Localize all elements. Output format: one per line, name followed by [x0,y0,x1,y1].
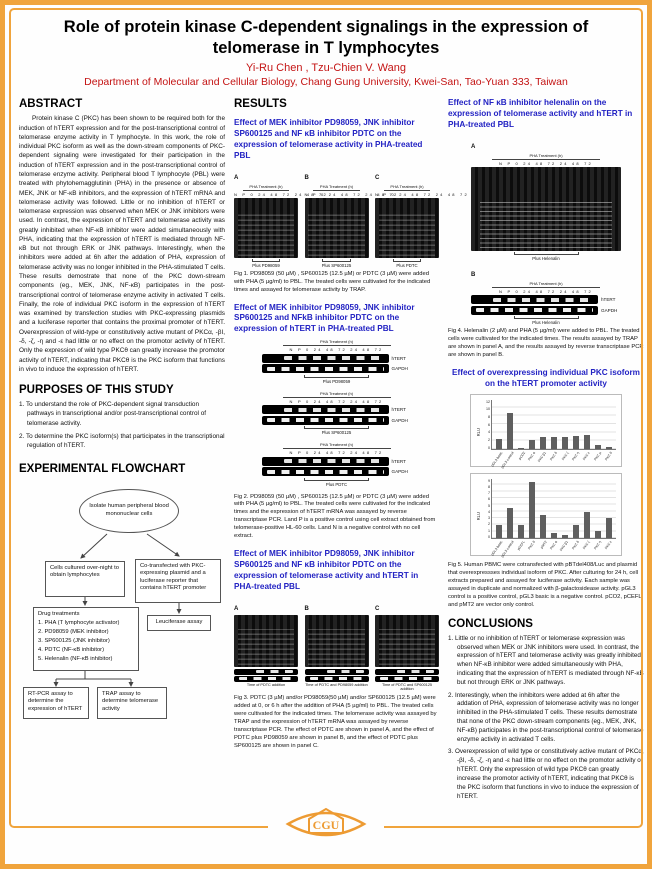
row-label: GAPDH [391,366,408,371]
bar-chart-box-2 [470,473,622,559]
gapdh-band-strip [262,467,389,476]
panel-letter: B [304,174,309,181]
gapdh-band-strip [234,676,298,682]
fig5-title: Effect of overexpressing individual PKC isoform on the hTERT promoter activity [452,368,640,388]
fig2-title: Effect of MEK inhibitor PD98059, JNK inhibitor SP600125 and NFkB inhibitor PDTC on the expression of hTERT in PHA-treated PBL [234,302,415,334]
right-column [448,98,644,805]
panel-letter: B [471,271,476,278]
fig5-caption: Fig 5. Human PBMC were cotransfected with pBTdel408/Luc and plasmid that overexpressses individual isoform of PKC. After culturing for 24 h, cell extracts prepared and assayed for luciferase activity. Each sample was assayed in duplicate and normalized with β-galactosidease activity. pGL3 control is a positive control, pGL3 basic is a negative control. pCO2, pCEFL and pMT2 are vector only control. [448,561,642,608]
purpose-item: 1. To understand the role of PKC-dependent signal transduction pathways in transcriptional and/or post-transcriptional control of telomerase activity. [19,401,207,427]
bar-chart-active-mutants: RLU 12 10 8 6 4 2 0 pGL3 basic pGL3 control pCO2 PKC α PKC β1 PKC δ PKC ζ PKC η PKC ε PKC µ PKC θ [476,400,616,465]
row-label: hTERT [391,355,406,361]
gapdh-band-strip [262,416,389,425]
lane-header: PHA Treatment (h) [492,153,600,160]
fig3-sub-label: Time of PDTC and SP600125 addition [381,682,433,692]
experimental-flowchart [19,479,225,721]
lane-header: PHA Treatment (h) [313,184,359,191]
flowchart-cotransfect-box: Co-transfected with PKC-expressing plasmid and a luciferase reporter that contains hTERT promoter [135,559,221,603]
trap-gel-image [375,198,439,258]
treatment-bracket-label: Plus Helenalin [471,316,621,325]
cgu-logo [268,801,384,852]
treatment-bracket-label: Plus PDTC [262,478,412,487]
drug-box-title: Drug treatments [38,610,80,617]
treatment-bracket-label: Plus Helenalin [471,252,621,261]
flowchart-drug-box [33,607,139,671]
gapdh-band-strip [305,676,369,682]
lane-header: PHA Treatment (h) [492,281,600,288]
bar-chart-box-1 [470,394,622,470]
htert-band-strip [375,669,439,675]
poster-header [5,5,647,90]
flowchart-rtpcr-box: RT-PCR assay to determine the expression of hTERT [23,687,89,719]
row-label: hTERT [391,407,406,412]
flowchart-culture-box: Cells cultured over-night to obtain lymphocytes [45,561,125,597]
fig3-caption: Fig 3. PDTC (3 µM) and/or PD98059(50 µM) and/or SP600125 (12.5 µM) were added at 0, or 6 h after the addition of PHA (5 µg/ml) to PBL. The treated cells were cultivated for the indicated times. The telomerase activity was assayed by TRAP and the expression of hTERT mRNA was assayed by reverse transcriptase PCR. The effect of PDTC are shown in panel A, and the effect of PDTC plus PD98059 are shown in panel B, and the effect of PDTC plus SP600125 are shown in panel C. [234,694,437,749]
affiliation-line: Department of Molecular and Cellular Biology, Chang Gung University, Kwei-San, Tao-Yuan 333, Taiwan [84,76,568,89]
drug-item: 2. PD98059 (MEK inhibitor) [38,628,109,635]
lane-labels: N P 0 24 48 72 24 48 72 [289,347,384,352]
conclusion-item: 1. Little or no inhibition of hTERT or telomerase expression was observed when MEK or JNK inhibitors were used. In contrast, the expression of hTERT and telomerase activity was greatly inhibited when NF-κB inhibitor were added simultaneously with PHA, indicating that the expression of hTERT is mediated through NF-κB but not through ERK or JNK pathways. [448,634,644,686]
row-label: GAPDH [391,469,408,474]
row-label: GAPDH [391,417,408,423]
htert-band-strip [262,457,389,466]
fig3-title: Effect of MEK inhibitor PD98059, JNK inhibitor SP600125 and NF κB inhibitor PDTC on the expression of telomerase activity and hTERT in PHA-treated PBL [234,549,419,591]
lane-header: PHA Treatment (h) [283,339,391,346]
fig2-group-pdtc [262,442,412,487]
panel-letter: A [234,605,239,612]
lane-labels: N P 0 24 48 72 24 48 72 [234,191,328,197]
htert-band-strip [262,354,389,363]
treatment-bracket-label: Plus PD98059 [262,375,412,384]
abstract-body: Protein kinase C (PKC) has been shown to be required both for the induction of hTERT expression and for the post-transcriptional control of telomerase enzyme activity in T lymphocyte. In this work, the role of individual PKC isoform as well as the down-stream components of PKC-dependent signaling were investigated for their participation in the induction of hTERT expression and in the post-transcriptional control of telomerase enzyme activity. Peripheral blood T lymphocyte (PBL) were treated with phytohemagglutinin (PHA) in the presence or absence of MEK, JNK or NF-κB inhibitors, and the expression of hTERT mRNA and telomerase activity was followed. Little or no inhibition of hTERT or telomerase expression was observed when MEK or JNK inhibitors were used. In contrast, the expression of hTERT and telomerase activity was greatly inhibited when NF-κB inhibitor were added simultaneously with PHA, indicating that the expression of hTERT is mediated through NF-κB but not through ERK or JNK pathways. Interestingly, when the inhibitors were added at 6h after the addation of PHA, expression of telomerase activity was no longer inhibited in the PHA-stimulated T cells. These results demostrate that none of the PKC down-stream components (eg., MEK, JNK, NF-κB) participates in the post-transcriptional control of telomerase enzyme activity in activated T cells. Finally, the role of individual PKC isoform in the expression of hTERT was examined by transfection studies with PKC-expressing plasmids and a luciferase reporter that contains the proximal promoter of hTERT. Overexpression of wild-type or constitutively active mutant of PKCα, -βI, -δ, -ζ, -η and -ε had little or no effect on the promotor activity of hTERT. Only the expression of wild type PKCθ can greatly increase the promotor activity of hTERT, indicating that PKCθ is the PKC isoform that functions in vivo to induce the expression of hTERT. [19,115,225,373]
fig4-title: Effect of NF κB inhibitor helenalin on the expression of telomerase activity and hTERT in PHA-treated PBL [448,98,633,129]
content-columns [5,90,647,805]
trap-gel-image [234,198,298,258]
middle-column [234,98,469,755]
cgu-logo-text: CGU [312,818,340,832]
panel-letter: A [234,174,239,181]
fig3-panels [234,597,439,692]
panel-letter: A [471,143,476,150]
flowchart-start-node: Isolate human peripheral blood mononuclear cells [79,489,179,533]
lane-labels: N P 0 24 48 72 24 48 72 [499,288,593,294]
trap-gel-image [471,167,621,251]
drug-item: 3. SP600125 (JNK inhibitor) [38,637,110,644]
left-column [19,98,225,720]
fig4-panel-b [471,263,621,326]
panel-letter: C [375,174,380,181]
trap-gel-image [305,615,369,667]
lane-labels: N P 0 24 48 72 24 48 72 [289,450,384,455]
panel-letter: C [375,605,380,612]
treatment-bracket-label: Plus PDTC [375,259,439,268]
fig3-sub-label: Time of PDTC addition [246,682,286,687]
lane-labels: N P 0 24 48 72 24 48 72 [499,160,593,166]
row-label: GAPDH [601,307,618,313]
fig3-panel-c [375,597,439,692]
gapdh-band-strip [262,364,389,373]
poster-title: Role of protein kinase C-dependent signalings in the expression of telomerase in T lymphocytes [63,18,589,57]
lane-header: PHA Treatment (h) [283,442,391,449]
htert-band-strip [471,295,598,304]
fig2-caption: Fig 2. PD98059 (50 µM) , SP600125 (12.5 µM) or PDTC (3 µM) were added with PHA (5 µg/ml) to PBL. The treated cells were cultivated for the indicated times and the expression of hTERT mRNA was assayed by reverse transcriptase PCR. Land P is a positive control using cell extract obtained from telomerase-positive HL-60 cells. Land N is a negative control with no cell extract. [234,493,436,540]
row-label: hTERT [391,458,406,464]
purposes-heading: PURPOSES OF THIS STUDY [19,384,174,397]
trap-gel-image [375,615,439,667]
fig4-caption: Fig 4. Helenalin (2 µM) and PHA (5 µg/ml) were added to PBL. The treated cells were cultivated for the indicated times. The results assayed by TRAP are shown in panel A, and the results assayed by reverse transcriptase PCR are shown in panel B. [448,328,644,359]
drug-item: 1. PHA (T lymphocyte activator) [38,619,120,626]
conclusions-heading: CONCLUSIONS [448,617,533,630]
flowchart-luciferase-box: Leuciferase assay [147,615,211,631]
panel-letter: B [304,605,309,612]
conclusion-item: 2. Interestingly, when the inhibitors were added at 6h after the addation of PHA, expression of telomerase activity was no longer inhibited in the PHA-stimulated T cells. These results demostrate that none of the PKC down-stream components (eg., MEK, JNK, NF-κB) participates in the post-transcriptional control of telomerase enzyme activity in activated T cells. [448,691,644,743]
htert-band-strip [305,669,369,675]
htert-band-strip [262,405,389,414]
abstract-heading: ABSTRACT [19,98,83,111]
flowchart-trap-box: TRAP assay to determine telomerase activity [97,687,167,719]
gapdh-band-strip [375,676,439,682]
treatment-bracket-label: Plus PD98059 [234,259,298,268]
treatment-bracket-label: Plus SP600125 [305,259,369,268]
lane-labels: N P 0 24 48 72 24 48 72 [304,191,399,197]
flowchart-heading: EXPERIMENTAL FLOWCHART [19,462,186,475]
gapdh-band-strip [471,306,598,315]
drug-item: 4. PDTC (NF-κB inhibitor) [38,646,105,653]
fig2-group-pd98059 [262,339,412,384]
fig1-panel-c [375,166,469,268]
bar-chart-wild-type: RLU 9 8 7 6 5 4 3 2 1 0 pGL3 basic pGL3 control pCEFL PKC θ pMT2 PKC α PKC β1 PKC δ PKC ζ PKC η PKC ε [476,479,616,554]
trap-gel-image [234,615,298,667]
row-label: hTERT [601,297,616,303]
fig1-title: Effect of MEK inhibitor PD98059, JNK inhibitor SP600125 and NF κB inhibitor PDTC on the expression of telomerase activity in PHA-treated PBL [234,118,423,160]
fig3-sub-label: Time of PDTC and PD98059 addition [305,682,368,687]
fig1-panels [234,166,469,268]
fig1-panel-b [304,166,399,268]
fig2-group-sp600125 [262,391,412,436]
lane-labels: N P 0 24 48 72 24 48 72 [289,398,384,404]
treatment-bracket-label: Plus SP600125 [262,426,412,435]
fig1-caption: Fig 1. PD98059 (50 µM) , SP600125 (12.5 µM) or PDTC (3 µM) were added with PHA (5 µg/ml) to PBL. The treated cells were cultivated for the indicated times and assayed for telomerase activity by TRAP. [234,270,431,293]
conclusion-item: 3. Overexpression of wild type or constitutively active mutant of PKCα, -βI, -δ, -ζ, -η and -ε had little or no effect on the promotor activity of hTERT. Only the expression of wild type PKCθ can greatly increase the promotor activity of hTERT, indicating that PKCθ is the PKC isoform that functions in vivo to induce the expression of hTERT. [448,748,644,800]
fig4-panel-a [471,135,621,261]
trap-gel-image [305,198,369,258]
lane-labels: N P 0 24 48 72 24 48 72 [375,191,469,197]
lane-header: PHA Treatment (h) [283,391,391,398]
fig1-panel-a [234,166,328,268]
authors-line: Yi-Ru Chen , Tzu-Chien V. Wang [246,62,406,75]
cgu-logo-graphic [282,801,370,847]
drug-item: 5. Helenalin (NF-κB inhibitor) [38,655,113,662]
results-heading: RESULTS [234,98,287,111]
lane-header: PHA Treatment (h) [243,184,289,191]
fig3-panel-a [234,597,298,692]
lane-header: PHA Treatment (h) [384,184,430,191]
htert-band-strip [234,669,298,675]
conclusions-list [448,635,644,802]
purpose-item: 2. To determine the PKC isoform(s) that participates in the transcriptional regulation of hTERT. [19,432,225,450]
fig3-panel-b [305,597,369,692]
